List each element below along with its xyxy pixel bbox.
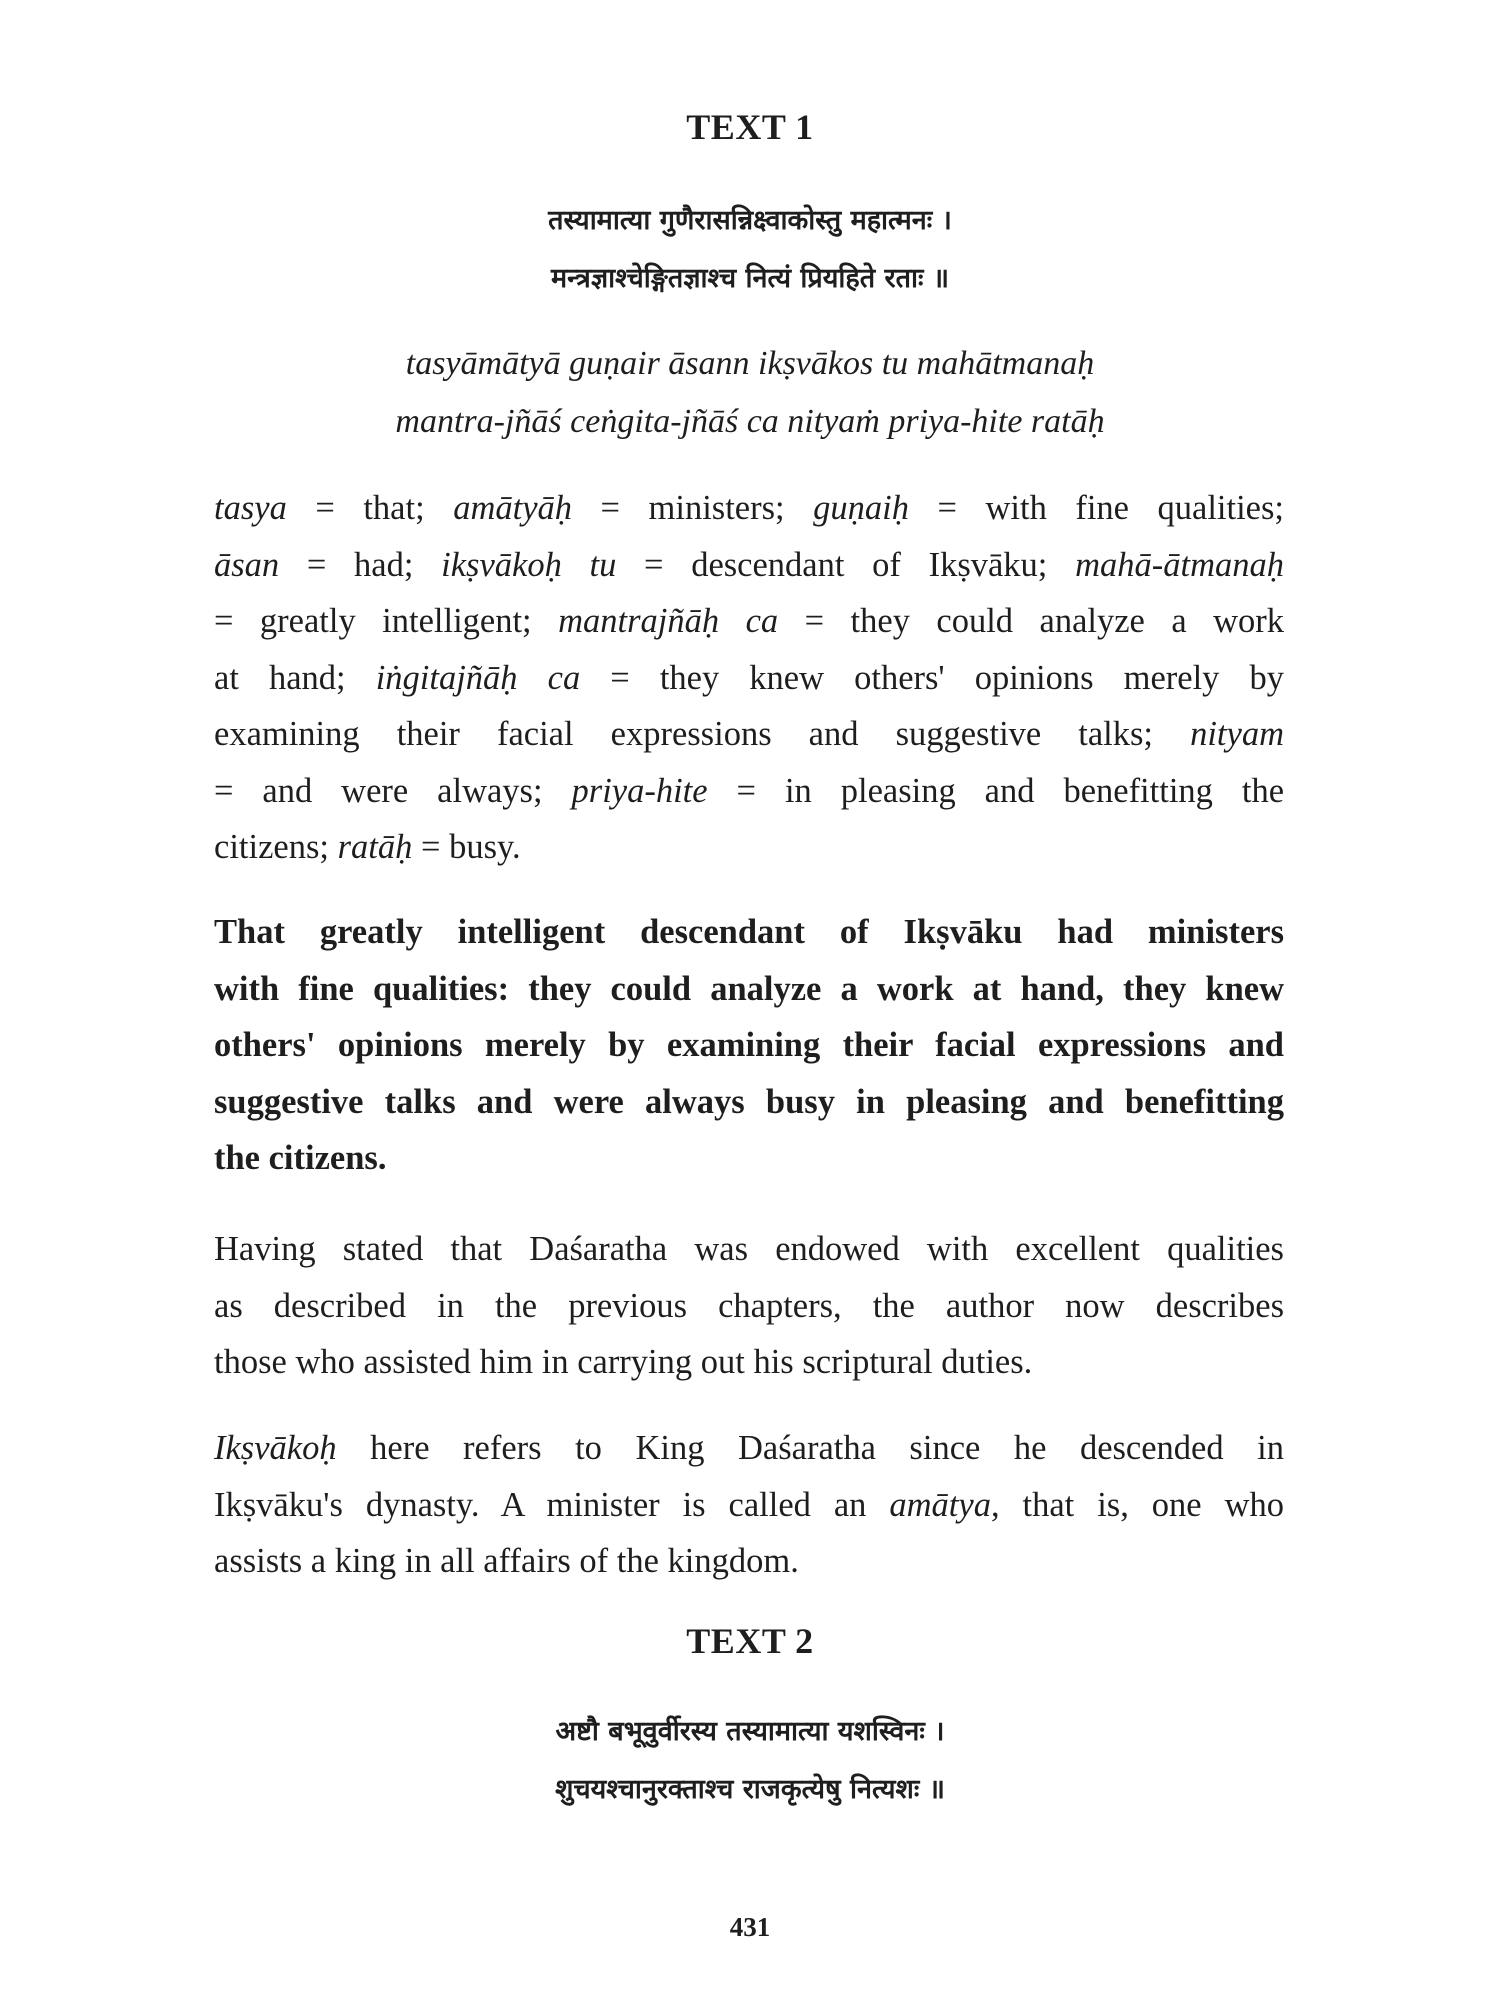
synonyms-line <box>214 480 1284 537</box>
sanskrit-term: āsan <box>214 545 280 584</box>
purport-line: as described in the previous chapters, the author now describes <box>214 1286 1284 1325</box>
translation-line: suggestive talks and were always busy in pleasing and benefitting <box>214 1082 1284 1121</box>
gloss: = and were always; <box>214 771 572 810</box>
gloss: examining their facial expressions and suggestive talks; <box>214 715 1191 753</box>
translation-line: with fine qualities: they could analyze a work at hand, they knew <box>214 969 1284 1008</box>
text-1-purport-paragraph-2 <box>214 1420 1284 1590</box>
sanskrit-term: nityam <box>1190 715 1284 753</box>
gloss: = greatly intelligent; <box>214 602 559 640</box>
purport-text: here refers to King Daśaratha since he descended in <box>336 1429 1284 1467</box>
synonyms-line <box>214 593 1284 650</box>
translation-line: the citizens. <box>214 1139 387 1177</box>
purport-text: , that is, one who <box>990 1485 1284 1524</box>
gloss: = with fine qualities; <box>908 489 1284 527</box>
text-1-synonyms <box>214 480 1284 876</box>
sanskrit-term: iṅgitajñāḥ ca <box>375 658 581 697</box>
text-2-devanagari-verse <box>0 1703 1500 1819</box>
text-1-purport-paragraph-1 <box>214 1221 1284 1391</box>
gloss: = ministers; <box>572 489 814 527</box>
sanskrit-term: Ikṣvākoḥ <box>214 1429 337 1467</box>
purport-line <box>214 1420 1284 1477</box>
gloss: = that; <box>286 489 454 527</box>
text-1-translation <box>214 904 1284 1187</box>
purport-line <box>214 1533 1284 1590</box>
text-2-heading: TEXT 2 <box>686 1621 814 1661</box>
gloss: = they knew others' opinions merely by <box>580 658 1285 697</box>
gloss: = they could analyze a work <box>778 602 1284 640</box>
gloss: = had; <box>279 545 442 584</box>
synonyms-line <box>214 819 1284 876</box>
text-1-devanagari-verse <box>0 192 1500 308</box>
devanagari-line: अष्टौ बभूवुर्वीरस्य तस्यामात्या यशस्विनः । <box>555 1716 945 1747</box>
purport-line <box>214 1477 1284 1534</box>
sanskrit-term: ikṣvākoḥ tu <box>441 545 617 584</box>
synonyms-line <box>214 537 1284 594</box>
devanagari-line: मन्त्रज्ञाश्चेङ्गितज्ञाश्च नित्यं प्रियहिते रताः ॥ <box>551 263 949 294</box>
translation-line: That greatly intelligent descendant of Ikṣvāku had ministers <box>214 913 1284 951</box>
sanskrit-term: amātyāḥ <box>453 489 573 527</box>
sanskrit-term: guṇaiḥ <box>813 489 909 527</box>
synonyms-line <box>214 706 1284 763</box>
text-1-heading: TEXT 1 <box>686 107 814 147</box>
sanskrit-term: tasya <box>214 489 287 527</box>
sanskrit-term: mahā-ātmanaḥ <box>1075 545 1284 584</box>
transliteration-line: mantra-jñāś ceṅgita-jñāś ca nityaṁ priya-hite ratāḥ <box>395 403 1105 440</box>
gloss: = descendant of Ikṣvāku; <box>616 545 1076 584</box>
gloss: at hand; <box>214 658 376 697</box>
devanagari-line: शुचयश्चानुरक्ताश्च राजकृत्येषु नित्यशः ॥ <box>555 1774 945 1805</box>
translation-line: others' opinions merely by examining their facial expressions and <box>214 1026 1284 1064</box>
purport-line: Having stated that Daśaratha was endowed with excellent qualities <box>214 1230 1284 1268</box>
purport-line: those who assisted him in carrying out his scriptural duties. <box>214 1343 1033 1381</box>
purport-text: Ikṣvāku's dynasty. A minister is called an <box>214 1485 890 1524</box>
gloss: = in pleasing and benefitting the <box>707 771 1285 810</box>
page-number: 431 <box>729 1912 771 1942</box>
gloss: citizens; <box>214 828 338 866</box>
gloss: = busy. <box>412 828 521 866</box>
purport-text: assists a king in all affairs of the kingdom. <box>214 1542 799 1580</box>
sanskrit-term: ratāḥ <box>337 828 413 866</box>
text-1-transliteration <box>0 335 1500 451</box>
sanskrit-term: amātya <box>889 1485 991 1524</box>
synonyms-line <box>214 763 1284 820</box>
transliteration-line: tasyāmātyā guṇair āsann ikṣvākos tu mahātmanaḥ <box>405 345 1095 382</box>
synonyms-line <box>214 650 1284 707</box>
devanagari-line: तस्यामात्या गुणैरासन्निक्ष्वाकोस्तु महात्मनः । <box>548 205 952 236</box>
sanskrit-term: mantrajñāḥ ca <box>558 602 779 640</box>
sanskrit-term: priya-hite <box>571 771 708 810</box>
